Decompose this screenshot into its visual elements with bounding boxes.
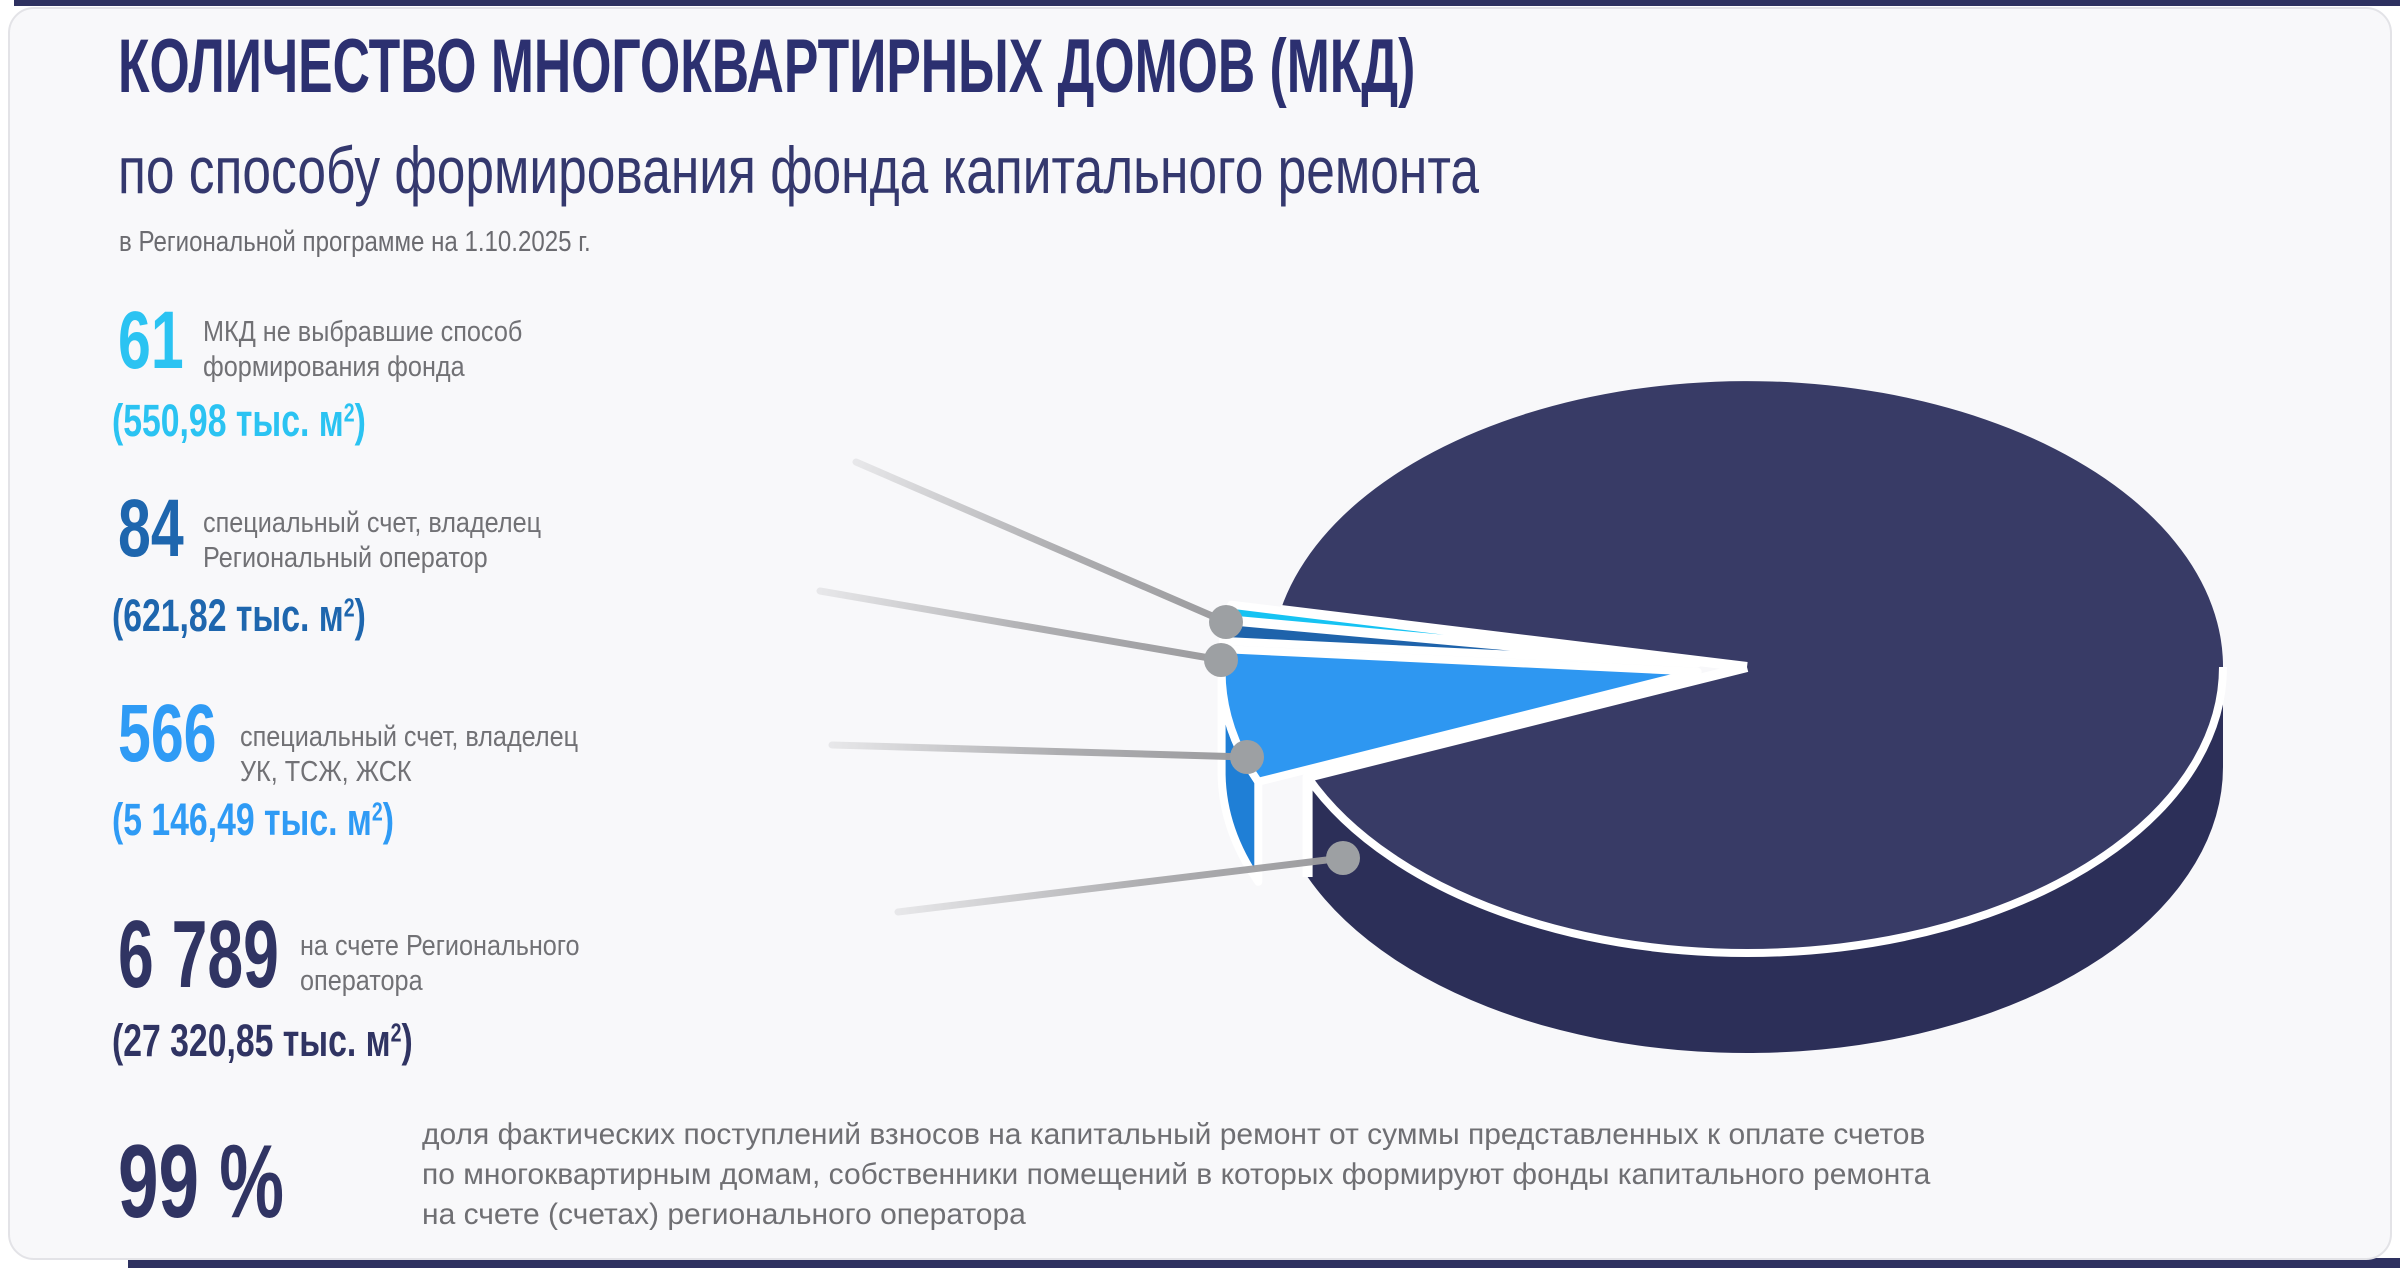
stat-label-regop-account: на счете Регионального оператора — [300, 930, 580, 997]
page-subtitle: по способу формирования фонда капитального ремонта — [118, 133, 1479, 207]
leader-dot — [1209, 605, 1243, 639]
leader-line — [898, 858, 1343, 912]
stat-value-special-account-regop: 84 — [118, 483, 184, 574]
collection-rate-description: доля фактических поступлений взносов на капитальный ремонт от суммы представленных к оплате счетов по многоквартирным домам, собственники помещений в которых формируют фонды капитального ремонта на счете (счетах) регионального оператора — [422, 1118, 1931, 1231]
leader-dot — [1230, 740, 1264, 774]
stat-value-regop-account: 6 789 — [118, 901, 279, 1008]
leader-line — [856, 462, 1226, 622]
stat-area-no-method: (550,98 тыс. $м^2$) — [112, 395, 366, 446]
stat-label-no-method: МКД не выбравшие способ формирования фонда — [203, 316, 523, 383]
stat-value-no-method: 61 — [118, 295, 184, 386]
page-title: КОЛИЧЕСТВО МНОГОКВАРТИРНЫХ ДОМОВ (МКД) — [118, 24, 1416, 109]
leader-dot — [1326, 841, 1360, 875]
leader-line — [832, 745, 1247, 757]
stat-label-special-account-regop: специальный счет, владелец Региональный оператор — [203, 507, 542, 574]
collection-rate-value: 99 % — [118, 1124, 284, 1240]
stat-label-special-account-uk: специальный счет, владелец УК, ТСЖ, ЖСК — [240, 721, 579, 788]
leader-dot — [1204, 643, 1238, 677]
stat-area-special-account-uk: (5 146,49 тыс. $м^2$) — [112, 794, 394, 845]
leader-line — [820, 591, 1221, 660]
program-note: в Региональной программе на 1.10.2025 г. — [119, 226, 591, 258]
stat-area-special-account-regop: (621,82 тыс. $м^2$) — [112, 590, 366, 641]
stat-value-special-account-uk: 566 — [118, 688, 217, 779]
stat-area-regop-account: (27 320,85 тыс. $м^2$) — [112, 1015, 413, 1066]
